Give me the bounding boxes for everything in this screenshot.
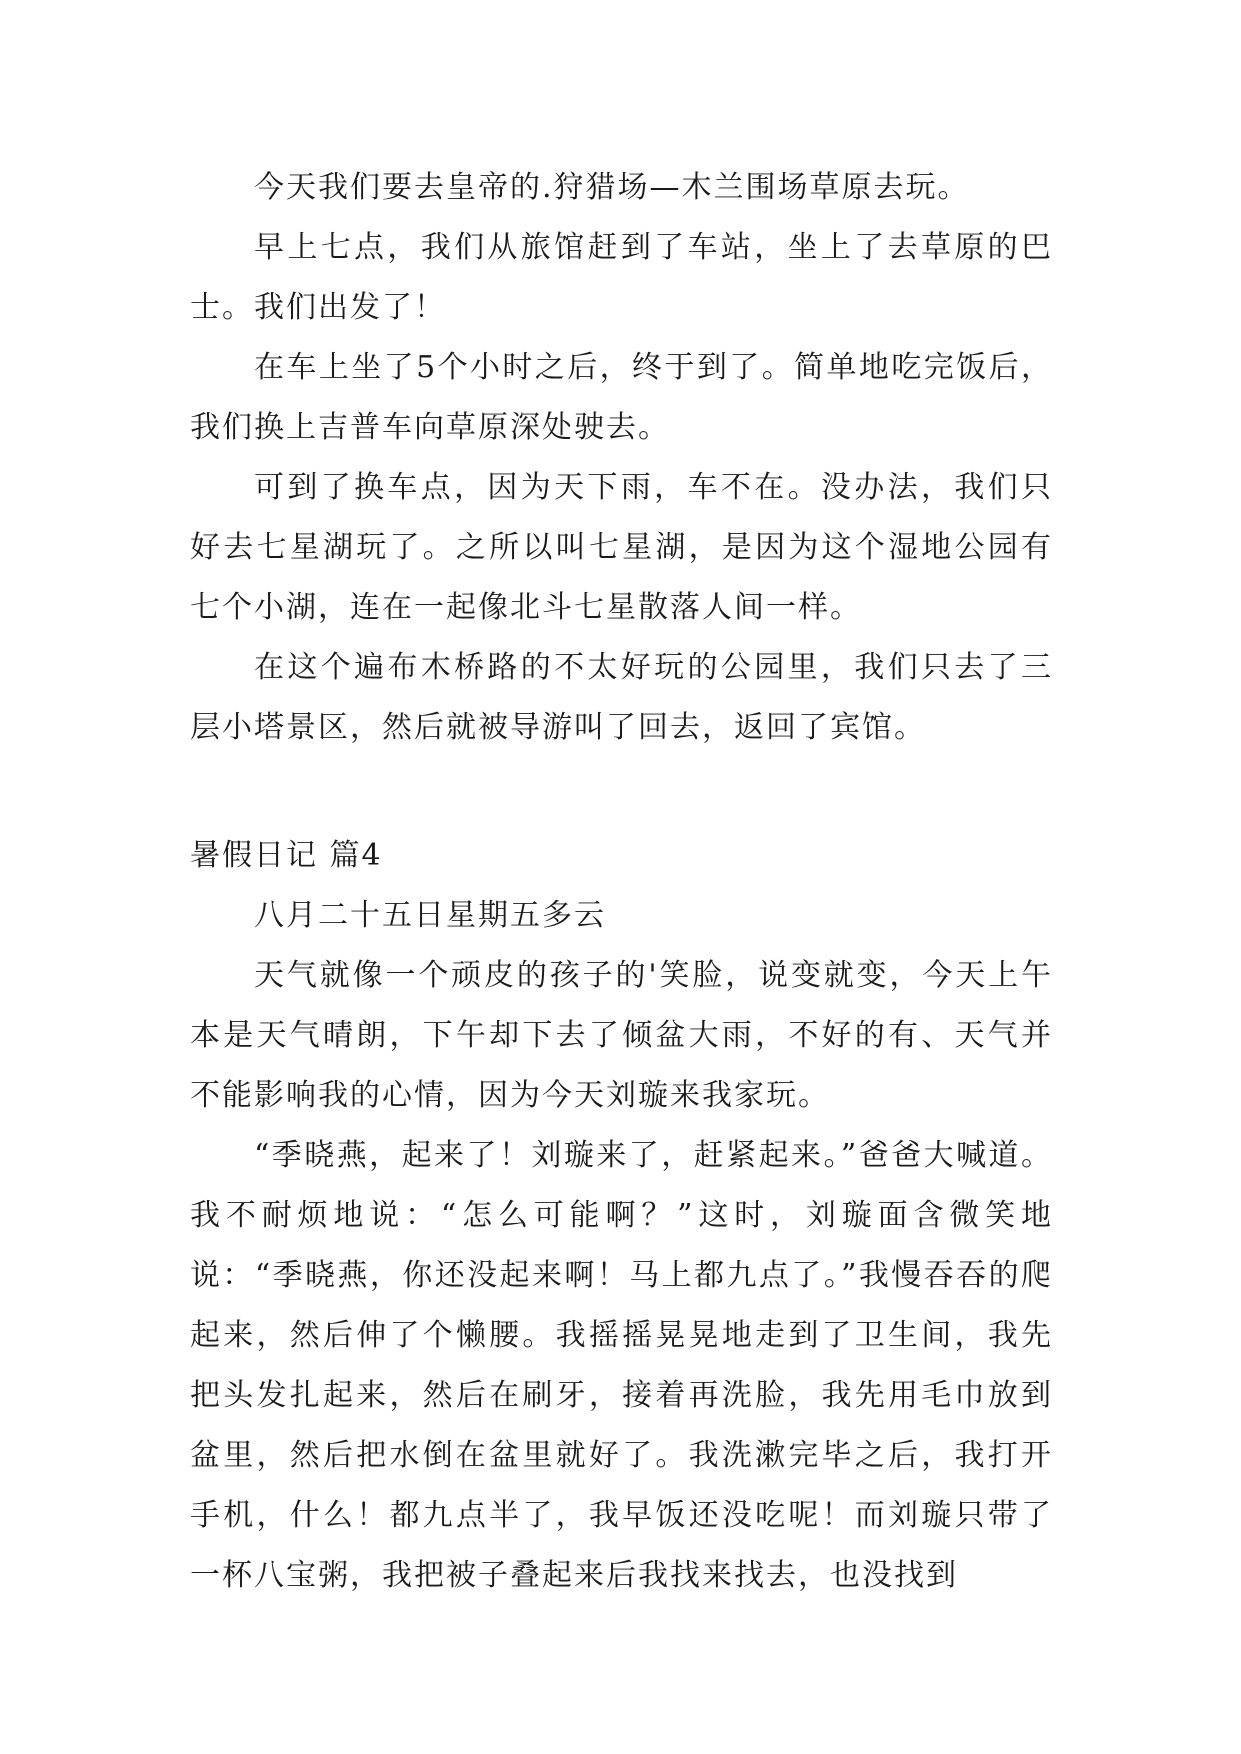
paragraph: 今天我们要去皇帝的.狩猎场—木兰围场草原去玩。 (254, 170, 970, 205)
document-body (190, 158, 1053, 1606)
paragraph: 天气就像一个顽皮的孩子的'笑脸，说变就变，今天上午本是天气晴朗，下午却下去了倾盆大雨，不好的有、天气并不能影响我的心情，因为今天刘璇来我家玩。 (190, 958, 1053, 1113)
paragraph: 可到了换车点，因为天下雨，车不在。没办法，我们只好去七星湖玩了。之所以叫七星湖，是因为这个湿地公园有七个小湖，连在一起像北斗七星散落人间一样。 (190, 470, 1053, 625)
paragraph: “季晓燕，起来了！刘璇来了，赶紧起来。”爸爸大喊道。我不耐烦地说：“怎么可能啊？”这时，刘璇面含微笑地说：“季晓燕，你还没起来啊！马上都九点了。”我慢吞吞的爬起来，然后伸了个懒腰。我摇摇晃晃地走到了卫生间，我先把头发扎起来，然后在刷牙，接着再洗脸，我先用毛巾放到盆里，然后把水倒在盆里就好了。我洗漱完毕之后，我打开手机，什么！都九点半了，我早饭还没吃呢！而刘璇只带了一杯八宝粥，我把被子叠起来后我找来找去，也没找到 (190, 1138, 1053, 1593)
section-gap (190, 758, 1053, 826)
paragraph: 在这个遍布木桥路的不太好玩的公园里，我们只去了三层小塔景区，然后就被导游叫了回去，返回了宾馆。 (190, 650, 1053, 745)
paragraph: 在车上坐了5个小时之后，终于到了。简单地吃完饭后，我们换上吉普车向草原深处驶去。 (190, 350, 1053, 445)
section-heading: 暑假日记 篇4 (190, 838, 383, 873)
paragraph: 早上七点，我们从旅馆赶到了车站，坐上了去草原的巴士。我们出发了！ (190, 230, 1053, 325)
date-line: 八月二十五日星期五多云 (254, 898, 606, 933)
